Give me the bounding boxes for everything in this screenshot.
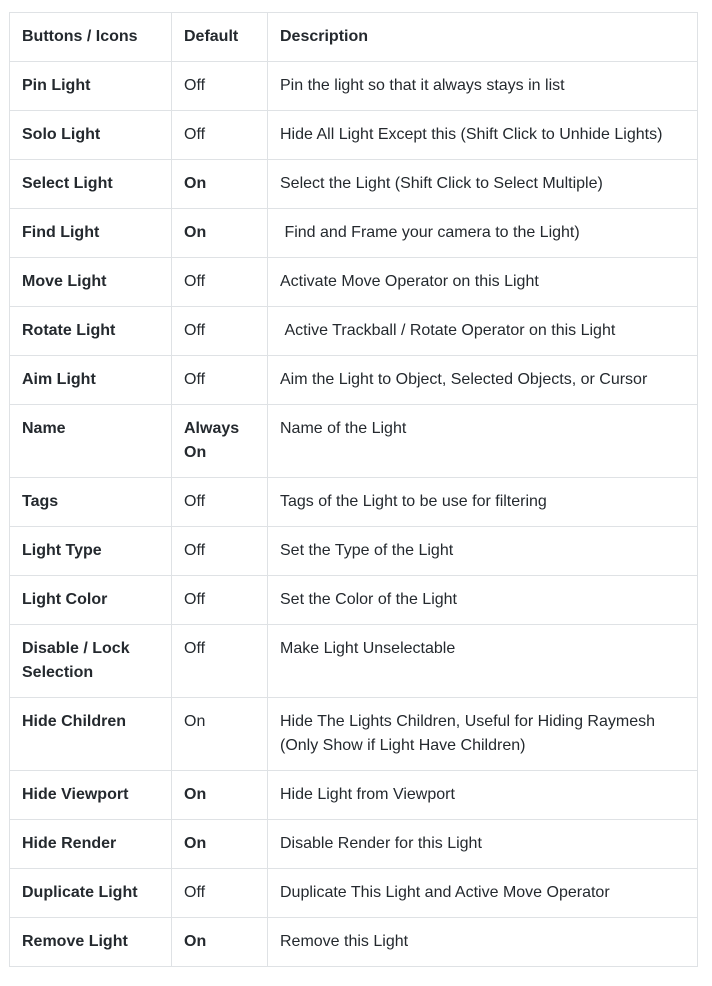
row-description-cell: Name of the Light [268, 405, 698, 478]
row-default-cell: On [172, 209, 268, 258]
row-description-cell: Activate Move Operator on this Light [268, 258, 698, 307]
row-name-cell: Find Light [10, 209, 172, 258]
row-description-cell: Active Trackball / Rotate Operator on this Light [268, 307, 698, 356]
row-name-cell: Disable / Lock Selection [10, 625, 172, 698]
row-name-cell: Solo Light [10, 111, 172, 160]
row-description-cell: Find and Frame your camera to the Light) [268, 209, 698, 258]
row-description-cell: Hide The Lights Children, Useful for Hiding Raymesh (Only Show if Light Have Children) [268, 698, 698, 771]
table-row [10, 820, 698, 869]
header-default: Default [172, 13, 268, 62]
table-row [10, 160, 698, 209]
table-row [10, 771, 698, 820]
table-header-row [10, 13, 698, 62]
row-name-cell: Hide Viewport [10, 771, 172, 820]
row-default-cell: Off [172, 62, 268, 111]
header-description: Description [268, 13, 698, 62]
row-default-cell: Off [172, 869, 268, 918]
row-default-cell: Off [172, 527, 268, 576]
row-description-cell: Select the Light (Shift Click to Select Multiple) [268, 160, 698, 209]
row-name-cell: Name [10, 405, 172, 478]
row-default-cell: On [172, 160, 268, 209]
row-default-cell: Off [172, 258, 268, 307]
row-name-cell: Duplicate Light [10, 869, 172, 918]
row-default-cell: Off [172, 576, 268, 625]
row-name-cell: Hide Render [10, 820, 172, 869]
row-name-cell: Remove Light [10, 918, 172, 967]
table-row [10, 111, 698, 160]
table-body [10, 62, 698, 967]
row-description-cell: Set the Color of the Light [268, 576, 698, 625]
row-default-cell: Off [172, 478, 268, 527]
row-name-cell: Pin Light [10, 62, 172, 111]
row-description-cell: Hide Light from Viewport [268, 771, 698, 820]
row-name-cell: Select Light [10, 160, 172, 209]
row-default-cell: Always On [172, 405, 268, 478]
table-row [10, 356, 698, 405]
light-options-table [9, 12, 698, 967]
row-default-cell: On [172, 698, 268, 771]
row-default-cell: On [172, 771, 268, 820]
row-description-cell: Hide All Light Except this (Shift Click to Unhide Lights) [268, 111, 698, 160]
table-row [10, 405, 698, 478]
row-default-cell: Off [172, 307, 268, 356]
table-row [10, 576, 698, 625]
row-description-cell: Aim the Light to Object, Selected Objects, or Cursor [268, 356, 698, 405]
row-name-cell: Move Light [10, 258, 172, 307]
row-description-cell: Remove this Light [268, 918, 698, 967]
row-description-cell: Make Light Unselectable [268, 625, 698, 698]
row-name-cell: Aim Light [10, 356, 172, 405]
row-description-cell: Tags of the Light to be use for filtering [268, 478, 698, 527]
row-name-cell: Hide Children [10, 698, 172, 771]
row-description-cell: Set the Type of the Light [268, 527, 698, 576]
table-row [10, 869, 698, 918]
row-name-cell: Light Color [10, 576, 172, 625]
table-row [10, 62, 698, 111]
row-name-cell: Rotate Light [10, 307, 172, 356]
row-description-cell: Pin the light so that it always stays in list [268, 62, 698, 111]
table-row [10, 258, 698, 307]
row-description-cell: Duplicate This Light and Active Move Operator [268, 869, 698, 918]
table-row [10, 625, 698, 698]
header-buttons-icons: Buttons / Icons [10, 13, 172, 62]
row-description-cell: Disable Render for this Light [268, 820, 698, 869]
table-row [10, 209, 698, 258]
table-row [10, 527, 698, 576]
row-name-cell: Tags [10, 478, 172, 527]
table-row [10, 918, 698, 967]
row-name-cell: Light Type [10, 527, 172, 576]
table-row [10, 307, 698, 356]
row-default-cell: Off [172, 111, 268, 160]
row-default-cell: Off [172, 356, 268, 405]
row-default-cell: Off [172, 625, 268, 698]
table-row [10, 698, 698, 771]
row-default-cell: On [172, 820, 268, 869]
table-row [10, 478, 698, 527]
row-default-cell: On [172, 918, 268, 967]
